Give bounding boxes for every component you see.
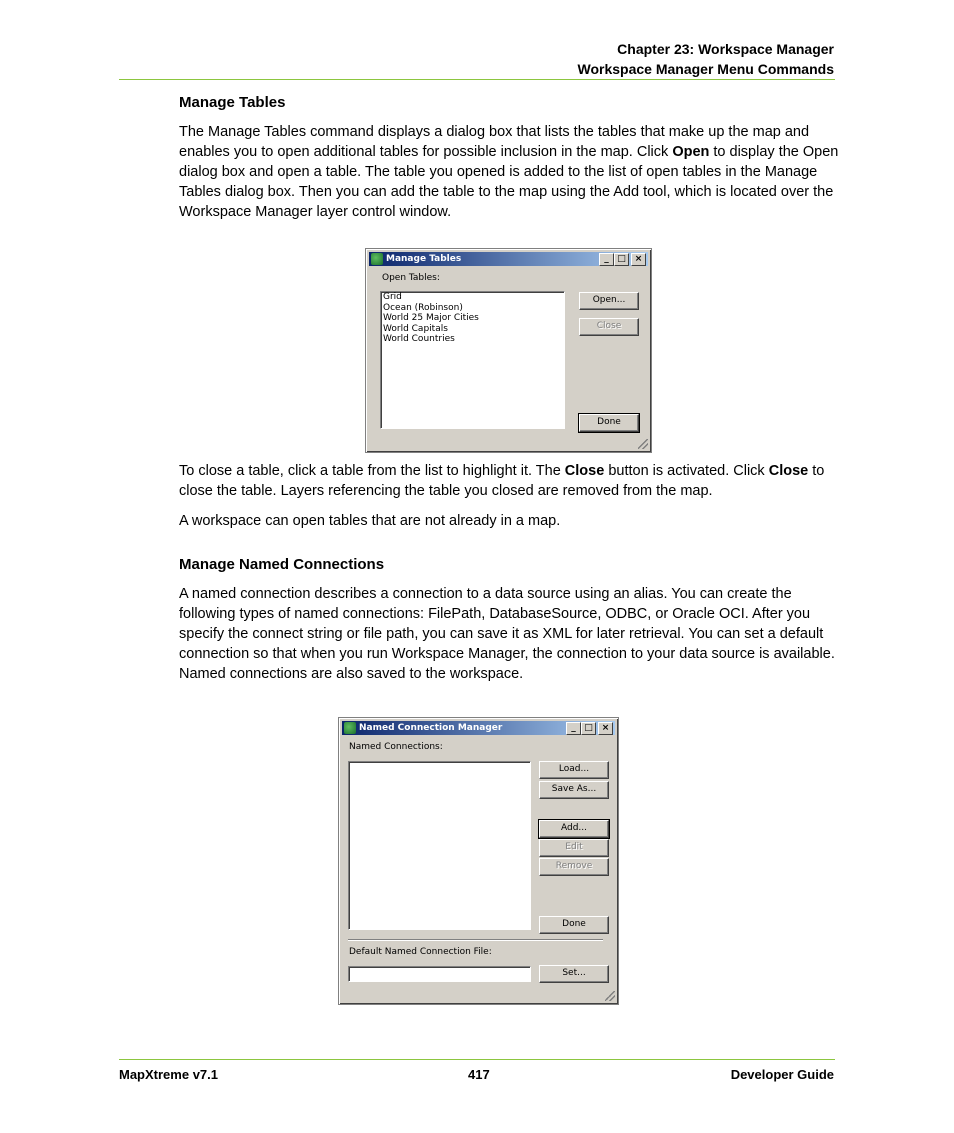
default-connection-field[interactable]: [348, 966, 531, 982]
done-button[interactable]: Done: [539, 916, 609, 934]
list-item[interactable]: World Capitals: [383, 323, 448, 334]
named-connections-paragraph: A named connection describes a connection to a data source using an alias. You can create the following types of named connections: FilePath, DatabaseSource, ODBC, or Oracle OCI. After you specify the connect string or file path, you can save it as XML for later retrieval. You can set a default connection so that when you run Workspace Manager, the connection to your data source is available. Named connections are also saved to the workspace.: [179, 586, 835, 682]
minimize-icon[interactable]: _: [566, 722, 581, 735]
separator: [348, 939, 603, 941]
save-as-button[interactable]: Save As...: [539, 781, 609, 799]
named-connections-label: Named Connections:: [349, 742, 443, 752]
dialog-titlebar[interactable]: [342, 721, 615, 735]
dialog-titlebar[interactable]: [369, 252, 648, 266]
app-icon: [344, 722, 356, 734]
manage-tables-paragraph: The Manage Tables command displays a dialog box that lists the tables that make up the map and enables you to open additional tables for possible inclusion in the map. Click Open to display the Open dialog box and open a table. The table you opened is added to the list of open tables in the Manage Tables dialog box. Then you can add the table to the map using the Add tool, which is located over the Workspace Manager layer control window.: [179, 124, 839, 220]
named-connection-dialog: [338, 717, 619, 1005]
section-title: Workspace Manager Menu Commands: [577, 61, 834, 77]
set-button[interactable]: Set...: [539, 965, 609, 983]
manage-tables-heading: Manage Tables: [179, 94, 286, 111]
chapter-title: Chapter 23: Workspace Manager: [617, 41, 834, 57]
running-header: [578, 39, 834, 79]
add-button[interactable]: Add...: [539, 820, 609, 838]
open-tables-list[interactable]: [380, 291, 565, 429]
open-button[interactable]: Open...: [579, 292, 639, 310]
maximize-icon[interactable]: □: [614, 253, 629, 266]
close-icon[interactable]: ×: [598, 722, 613, 735]
close-keyword: Close: [768, 463, 809, 479]
close-button[interactable]: Close: [579, 318, 639, 336]
close-icon[interactable]: ×: [631, 253, 646, 266]
open-tables-label: Open Tables:: [382, 273, 440, 283]
open-keyword: Open: [672, 144, 710, 160]
list-item[interactable]: World 25 Major Cities: [383, 313, 479, 323]
dialog-title: Named Connection Manager: [359, 723, 503, 733]
dialog-title: Manage Tables: [386, 254, 462, 264]
named-connections-list[interactable]: [348, 761, 531, 930]
list-item[interactable]: Grid: [383, 292, 402, 302]
done-button[interactable]: Done: [579, 414, 639, 432]
edit-button[interactable]: Edit: [539, 839, 609, 857]
list-item[interactable]: World Countries: [383, 334, 455, 344]
workspace-paragraph: A workspace can open tables that are not already in a map.: [179, 513, 561, 529]
footer-rule: [119, 1059, 835, 1060]
close-table-paragraph: To close a table, click a table from the list to highlight it. The Close button is activated. Click Close to close the table. Layers referencing the table you closed are removed from the map.: [179, 463, 825, 499]
default-connection-label: Default Named Connection File:: [349, 947, 492, 957]
maximize-icon[interactable]: □: [581, 722, 596, 735]
named-connections-heading: Manage Named Connections: [179, 556, 385, 573]
resize-grip[interactable]: [638, 439, 648, 449]
footer-product: MapXtreme v7.1: [119, 1067, 218, 1082]
resize-grip[interactable]: [605, 991, 615, 1001]
manage-tables-dialog: [365, 248, 652, 453]
page-number: 417: [468, 1067, 490, 1082]
remove-button[interactable]: Remove: [539, 858, 609, 876]
minimize-icon[interactable]: _: [599, 253, 614, 266]
footer-guide: Developer Guide: [730, 1067, 834, 1082]
list-item[interactable]: Ocean (Robinson): [383, 302, 463, 313]
header-rule: [119, 79, 835, 80]
app-icon: [371, 253, 383, 265]
load-button[interactable]: Load...: [539, 761, 609, 779]
close-keyword: Close: [564, 463, 605, 479]
